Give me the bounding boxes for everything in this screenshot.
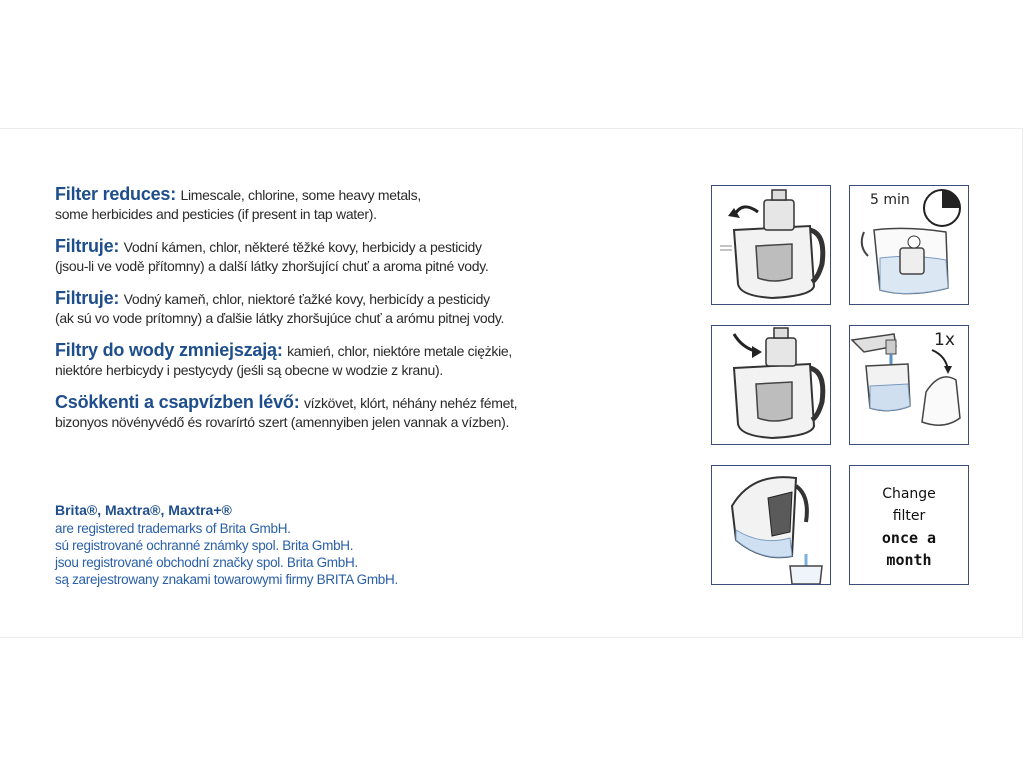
brand-names: Brita®, Maxtra®, Maxtra+®	[55, 502, 232, 518]
tap-fill-illustration	[850, 326, 968, 444]
step-pour-panel	[711, 465, 831, 585]
soak-illustration	[850, 186, 968, 304]
trademark-line: sú registrované ochranné známky spol. Brita GmbH.	[55, 538, 354, 553]
trademark-notice	[55, 501, 535, 588]
change-filter-text	[850, 483, 968, 571]
change-filter-panel	[849, 465, 969, 585]
step-discard-first-fill-panel	[849, 325, 969, 445]
filter-paragraph-en	[55, 184, 675, 225]
trademark-line: jsou registrované obchodní značky spol. Brita GmbH.	[55, 555, 358, 570]
paragraph-heading: Filtruje:	[55, 236, 120, 256]
trademark-line: są zarejestrowany znakami towarowymi firmy BRITA GmbH.	[55, 572, 398, 587]
paragraph-heading: Filter reduces:	[55, 184, 177, 204]
info-card	[0, 128, 1023, 638]
paragraph-heading: Csökkenti a csapvízben lévő:	[55, 392, 300, 412]
filter-description-list	[55, 184, 675, 444]
paragraph-line-2: (jsou-li ve vodě přítomny) a další látky zhoršující chuť a aroma pitné vody.	[55, 258, 489, 274]
step-soak-panel	[849, 185, 969, 305]
paragraph-heading: Filtry do wody zmniejszają:	[55, 340, 283, 360]
step-insert-cartridge-panel	[711, 325, 831, 445]
filter-paragraph-pl	[55, 340, 675, 381]
filter-paragraph-sk	[55, 288, 675, 329]
paragraph-line-1: Limescale, chlorine, some heavy metals,	[180, 187, 421, 203]
pour-illustration	[712, 466, 830, 584]
paragraph-line-2: niektóre herbicydy i pestycydy (jeśli są obecne w wodzie z kranu).	[55, 362, 443, 378]
paragraph-heading: Filtruje:	[55, 288, 120, 308]
trademark-line: are registered trademarks of Brita GmbH.	[55, 521, 291, 536]
filter-paragraph-cz	[55, 236, 675, 277]
paragraph-line-1: Vodný kameň, chlor, niektoré ťažké kovy, herbicídy a pesticidy	[123, 291, 490, 307]
remove-cartridge-illustration	[712, 186, 830, 304]
step-remove-cartridge-panel	[711, 185, 831, 305]
paragraph-line-2: (ak sú vo vode prítomny) a ďalšie látky zhoršujúce chuť a arómu pitnej vody.	[55, 310, 505, 326]
change-frequency: once a	[881, 529, 937, 547]
filter-paragraph-hu	[55, 392, 675, 433]
change-frequency: month	[886, 551, 932, 569]
insert-cartridge-illustration	[712, 326, 830, 444]
paragraph-line-1: Vodní kámen, chlor, některé těžké kovy, herbicidy a pesticidy	[123, 239, 482, 255]
timer-label: 5 min	[870, 192, 910, 208]
paragraph-line-2: some herbicides and pesticies (if present in tap water).	[55, 206, 377, 222]
paragraph-line-2: bizonyos növényvédő és rovarírtó szert (amennyiben jelen vannak a vízben).	[55, 414, 510, 430]
change-line: Change	[882, 486, 936, 502]
paragraph-line-1: vízkövet, klórt, néhány nehéz fémet,	[303, 395, 518, 411]
change-line: filter	[892, 508, 926, 524]
paragraph-line-1: kamień, chlor, niektóre metale ciężkie,	[287, 343, 512, 359]
count-label: 1x	[934, 330, 955, 350]
